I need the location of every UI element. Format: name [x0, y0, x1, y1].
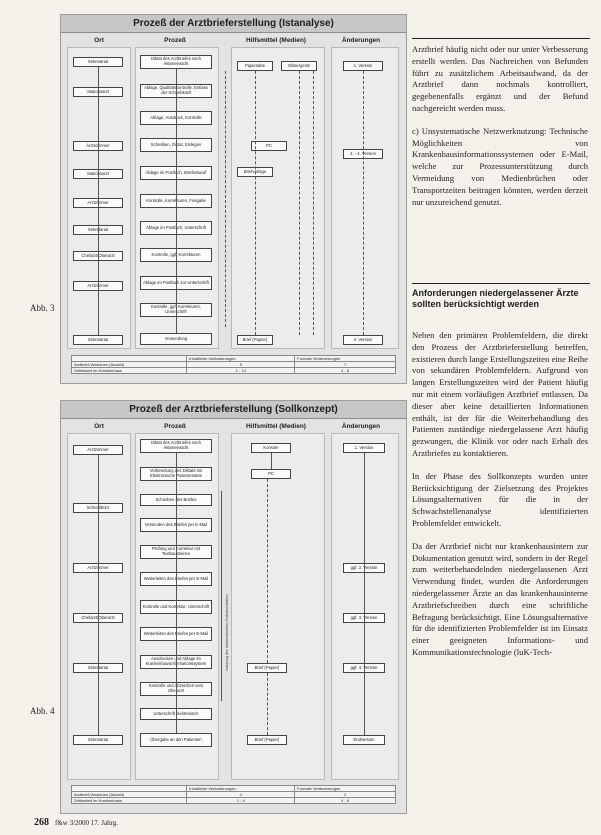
version-box: ggf. 2. Version [343, 563, 385, 573]
paragraph: Neben den primären Problemfeldern, die direkt den Prozess der Arztbrieferstellung betreffen, existieren durch lange Erstellungszeiten eine Reihe von sekundären Problemfeldern. Aufgrund von langen Erstellungszeiten wird der Patient häufig nur mit einem vorläufigen Arztbrief entlassen. Da dieser aber keine detaillierten Informationen enthält, ist der für die Weiterbehandlung des Patienten zuständige niedergelassene Arzt häufig gezwungen, die Klinik vor oder nach Erhalt des Arztbriefes zu kontaktieren. [412, 330, 588, 458]
ort-box: Sekretariat [73, 57, 123, 67]
process-step: Unterschrift elektronisch [140, 708, 212, 720]
connector [364, 453, 365, 735]
process-step: Vorbereitung des Diktats mit Elektronische Patientenakte [140, 467, 212, 481]
lane-hilfsmittel [231, 47, 325, 349]
process-step: Prüfung und Korrektur mit Textbausteinen [140, 545, 212, 559]
process-step: Kontrolle, ggf. Korrekturen [140, 248, 212, 262]
ort-box: Arztzimmer [73, 198, 123, 208]
process-step: Diktat des Arztbriefes nach Akteneinsicht [140, 55, 212, 69]
ort-box: Arztzimmer [73, 445, 123, 455]
table-cell: Arztbrief-Versionen (Anzahl) [72, 362, 187, 368]
table-head-cell: Inhaltliche Veränderungen [187, 786, 295, 792]
vertical-label: Nutzung der elektronischen Dokumentation [224, 594, 229, 671]
media-box: PC [251, 141, 287, 151]
column-header-prozess: Prozeß [164, 423, 186, 430]
figure-title: Prozeß der Arztbrieferstellung (Istanalyse) [61, 15, 406, 33]
summary-table [71, 355, 396, 374]
paragraph: Arztbrief häufig nicht oder nur unter Verbesserung erstellt werden. Das Nachreichen von Befunden führt zu zusätzlichem Arbeitsaufwand, da der Arztbrief dann nochmals kontrolliert, gegebenenfalls ergänzt und der Befund nachgereicht werden muss. [412, 44, 588, 113]
connector [176, 453, 177, 733]
figure-title: Prozeß der Arztbrieferstellung (Sollkonzept) [61, 401, 406, 419]
process-step: Kontrolle, ggf. Korrekturen, Unterschrift [140, 303, 212, 317]
connector [255, 71, 256, 335]
table-cell: Arztbrief-Versionen (Anzahl) [72, 792, 187, 798]
connector [267, 673, 268, 735]
figure-sollkonzept [60, 400, 407, 814]
divider [412, 38, 590, 39]
ort-box: Arztzimmer [73, 563, 123, 573]
media-box: Papierakte [237, 61, 273, 71]
version-box: 1. Version [343, 443, 385, 453]
process-step: Weiterleiten des Briefes per E-Mail [140, 572, 212, 586]
media-box: Brief (Papier) [247, 663, 287, 673]
text-block-upper [412, 44, 588, 219]
process-step: Weiterleiten des Briefes per E-Mail [140, 627, 212, 641]
connector [221, 491, 222, 701]
text-block-lower [412, 330, 588, 670]
page-footer [34, 817, 118, 828]
lane-hilfsmittel [231, 433, 325, 780]
journal-info: f&w 3/2000 17. Jahrg. [55, 819, 119, 827]
ort-box: Chefarzt/Oberarzt [73, 251, 123, 261]
column-header-aenderungen: Änderungen [341, 423, 381, 430]
process-step: Diktat des Arztbriefes nach Akteneinsicht [140, 439, 212, 453]
paragraph: c) Unsystematische Netzwerknutzung: Technische Möglichkeiten von Krankenhausinformationssystemen oder E-Mail, welche zur Prozessunterstützung durch Vermeidung von Medienbrüchen oder Transportzeiten beitragen könnten, werden derzeit nur unzureichend genutzt. [412, 125, 588, 207]
media-box: PC [251, 469, 291, 479]
process-step: Versenden des Briefes per E-Mail [140, 518, 212, 532]
ort-box: Sekretariat [73, 663, 123, 673]
paragraph: Da der Arztbrief nicht nur krankenhausintern zur Dokumentation genutzt wird, sondern in der Regel zum weiterbehandelnden niedergelassenen Arzt Verwendung findet, wurden die Anforderungen niedergelassener Ärzte an das krankenhausinterne Arztbriefschreiben durch eine schriftliche Befragung berücksichtigt. Eine Lösungsalternative für die identifizierten Problemfelder ist im Einsatz einer geeigneten Informations- und Kommunikationstechnologie (luK-Tech- [412, 540, 588, 657]
connector [98, 455, 99, 735]
connector [363, 71, 364, 335]
table-row [72, 798, 396, 804]
lane-aenderungen [331, 47, 399, 349]
table-head-cell: Inhaltliche Veränderungen [187, 356, 295, 362]
process-step: Kontrolle und Abzeichen vom Oberarzt [140, 682, 212, 696]
version-box: 2. - 4. Version [343, 149, 383, 159]
paragraph: In der Phase des Sollkonzepts wurden unter Berücksichtigung der Zielsetzung des Projektes Lösungsalternativen für die in der Schwachstellenanalyse identifizierten Problemfelder entwickelt. [412, 470, 588, 528]
connector [98, 67, 99, 335]
process-step: Ablage im Postfach, Unterschrift [140, 221, 212, 235]
media-box: Briefvorlage [237, 167, 273, 177]
table-head-cell: Formale Veränderungen [295, 356, 396, 362]
ort-box: Sekretariat [73, 335, 123, 345]
table-cell: 1 - 14 [187, 368, 295, 374]
process-step: Ablage im Postfach, Briefentwurf [140, 166, 212, 180]
table-cell: Zeitbedarf im Krankenhaus [72, 368, 187, 374]
table-cell: 4 - 8 [295, 368, 396, 374]
process-step: Schreiben, Diktat, Einlegen [140, 138, 212, 152]
column-header-prozess: Prozeß [164, 37, 186, 44]
connector [225, 71, 226, 327]
connector [271, 453, 272, 469]
version-box: ggf. 4. Version [343, 663, 385, 673]
table-head-cell: Formale Veränderungen [295, 786, 396, 792]
process-step: Kontrolle und Korrektur, Unterschrift [140, 600, 212, 614]
column-header-hilfsmittel: Hilfsmittel (Medien) [246, 37, 306, 44]
column-header-ort: Ort [94, 37, 104, 44]
column-header-aenderungen: Änderungen [341, 37, 381, 44]
ort-box: Sekretariat [73, 225, 123, 235]
version-box: n. Version [343, 335, 383, 345]
version-box: 1. Version [343, 61, 383, 71]
table-cell: 9 [187, 362, 295, 368]
ort-box: Ärztezimmer [73, 141, 123, 151]
ort-box: Arztzimmer [73, 281, 123, 291]
process-step: Ablage im Postfach zur Unterschrift [140, 276, 212, 290]
figure-label: Abb. 3 [30, 303, 55, 313]
column-header-ort: Ort [94, 423, 104, 430]
ort-box: Stationsarzt [73, 87, 123, 97]
ort-box: Stationsarzt [73, 169, 123, 179]
table-cell: 1 - 4 [187, 798, 295, 804]
lane-ort [67, 433, 131, 780]
column-header-hilfsmittel: Hilfsmittel (Medien) [246, 423, 306, 430]
process-step: Kontrolle, Korrekturen, Freigabe [140, 194, 212, 208]
divider [412, 283, 590, 284]
connector [299, 71, 300, 335]
media-box: Brief (Papier) [237, 335, 273, 345]
figure-label: Abb. 4 [30, 706, 55, 716]
page-number: 268 [34, 817, 49, 828]
media-box: Brief (Papier) [247, 735, 287, 745]
process-step: Ablage, Ausdruck, Kontrolle [140, 111, 212, 125]
process-step: Schreiben des Briefes [140, 494, 212, 506]
process-step: Versendung [140, 333, 212, 345]
version-box: ggf. 3. Version [343, 613, 385, 623]
connector [176, 69, 177, 333]
table-cell: 4 - 6 [295, 798, 396, 804]
table-cell: Zeitbedarf im Krankenhaus [72, 798, 187, 804]
section-heading: Anforderungen niedergelassener Ärzte sollten berücksichtigt werden [412, 288, 579, 309]
process-step: Übergabe an den Patienten [140, 733, 212, 747]
table-cell: 2 [295, 792, 396, 798]
process-step: Ausdrucken und Ablage im Krankenhausinformationssystem [140, 655, 212, 669]
version-box: Endversion [343, 735, 385, 745]
connector [313, 71, 314, 335]
ort-box: Schreibbüro [73, 503, 123, 513]
ort-box: Chefarzt/Oberarzt [73, 613, 123, 623]
ort-box: Sekretariat [73, 735, 123, 745]
table-cell: 4 [187, 792, 295, 798]
media-box: Diktiergerät [281, 61, 317, 71]
figure-istanalyse [60, 14, 407, 384]
media-box: Konsole [251, 443, 291, 453]
connector [267, 479, 268, 663]
summary-table [71, 785, 396, 804]
lane-aenderungen [331, 433, 399, 780]
table-cell: 7 [295, 362, 396, 368]
process-step: Ablage, Qualitätskontrolle, Entlass der Schreibkraft [140, 84, 212, 98]
table-row [72, 368, 396, 374]
